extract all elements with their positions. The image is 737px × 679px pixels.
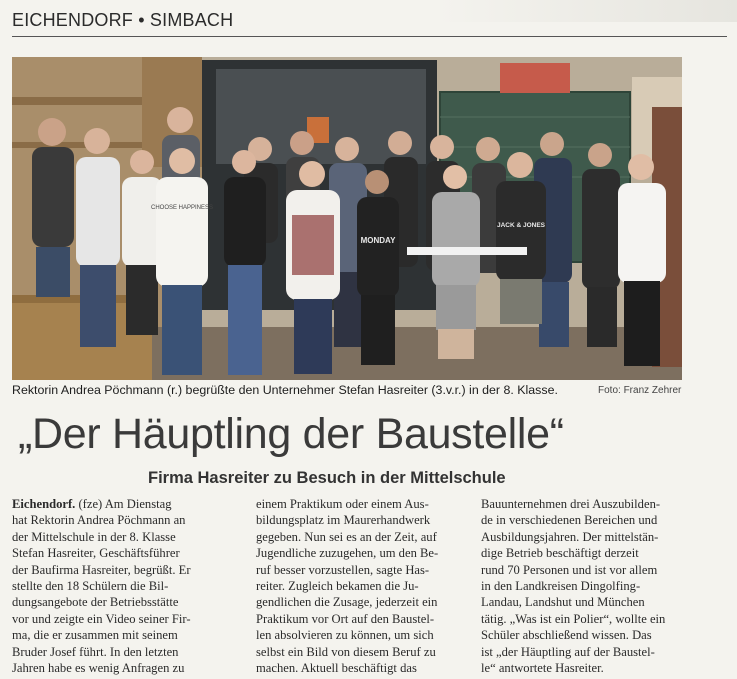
shirt-text-3: JACK & JONES [496, 222, 546, 229]
shirt-text-1: CHOOSE HAPPINESS [150, 205, 214, 211]
shirt-text-2: MONDAY [360, 236, 396, 245]
article-line: Jahren habe es wenig Anfragen zu [12, 661, 185, 676]
article-line: len absolvieren zu können, um sich [256, 628, 434, 643]
article-line: in den Landkreisen Dingolfing- [481, 579, 641, 594]
subheadline: Firma Hasreiter zu Besuch in der Mittelschule [148, 469, 506, 487]
headline: „Der Häuptling der Baustelle“ [18, 410, 564, 458]
article-line: rund 70 Personen und ist vor allem [481, 562, 658, 577]
photo-caption: Rektorin Andrea Pöchmann (r.) begrüßte den Unternehmer Stefan Hasreiter (3.v.r.) in der 8. Klasse. [12, 383, 558, 397]
article-line: de in verschiedenen Bereichen und [481, 513, 658, 528]
article-line: Jugendliche zuzugehen, um den Be- [256, 546, 439, 561]
article-column-1 [12, 496, 227, 676]
article-column-3 [481, 496, 696, 676]
article-line: Ausbildungsjahren. Der mittelstän- [481, 529, 659, 544]
article-column-2 [256, 496, 471, 676]
article-line: dungsangebote der Betriebsstätte [12, 595, 179, 610]
article-line: Bauunternehmen drei Auszubilden- [481, 497, 661, 511]
photo-credit: Foto: Franz Zehrer [598, 385, 682, 396]
article-line: gendlichen die Zusage, jederzeit ein [256, 595, 438, 610]
article-line: hat Rektorin Andrea Pöchmann an [12, 513, 186, 528]
photo-illustration [12, 57, 682, 380]
article-line: gegeben. Nun sei es an der Zeit, auf [256, 529, 437, 544]
article-line: ruf besser vorzustellen, sagte Has- [256, 562, 430, 577]
article-line: Eichendorf. (fze) Am Dienstag [12, 497, 172, 511]
article-line: le“ antwortete Hasreiter. [481, 661, 604, 676]
article-line: dige Betrieb beschäftigt derzeit [481, 546, 639, 561]
article-line: Praktikum vor Ort auf den Baustel- [256, 611, 435, 626]
article-line: ist „der Häuptling auf der Baustel- [481, 644, 655, 659]
article-line: Stefan Hasreiter, Geschäftsführer [12, 546, 180, 561]
group-photo [12, 57, 682, 380]
article-line: der Mittelschule in der 8. Klasse [12, 529, 176, 544]
article-line: Landau, Landshut und München [481, 595, 645, 610]
dateline: Eichendorf. [12, 497, 76, 511]
article-line: selbst ein Bild von diesem Beruf zu [256, 644, 436, 659]
article-line: machen. Aktuell beschäftigt das [256, 661, 417, 676]
section-title: EICHENDORF • SIMBACH [12, 10, 234, 30]
article-line: Schüler abschließend wissen. Das [481, 628, 652, 643]
article-line: einem Praktikum oder einem Aus- [256, 497, 429, 511]
article-line: stellte den 18 Schülern die Bil- [12, 579, 169, 594]
article-line: reiter. Zugleich bekamen die Ju- [256, 579, 419, 594]
section-header [12, 8, 727, 37]
article-line: der Baufirma Hasreiter, begrüßt. Er [12, 562, 191, 577]
article-line: Bruder Josef führt. In den letzten [12, 644, 179, 659]
article-line: ma, die er zusammen mit seinem [12, 628, 178, 643]
article-line: vor und zeigte ein Video seiner Fir- [12, 611, 191, 626]
article-line: tätig. „Was ist ein Polier“, wollte ein [481, 611, 666, 626]
article-line: bildungsplatz im Maurerhandwerk [256, 513, 431, 528]
